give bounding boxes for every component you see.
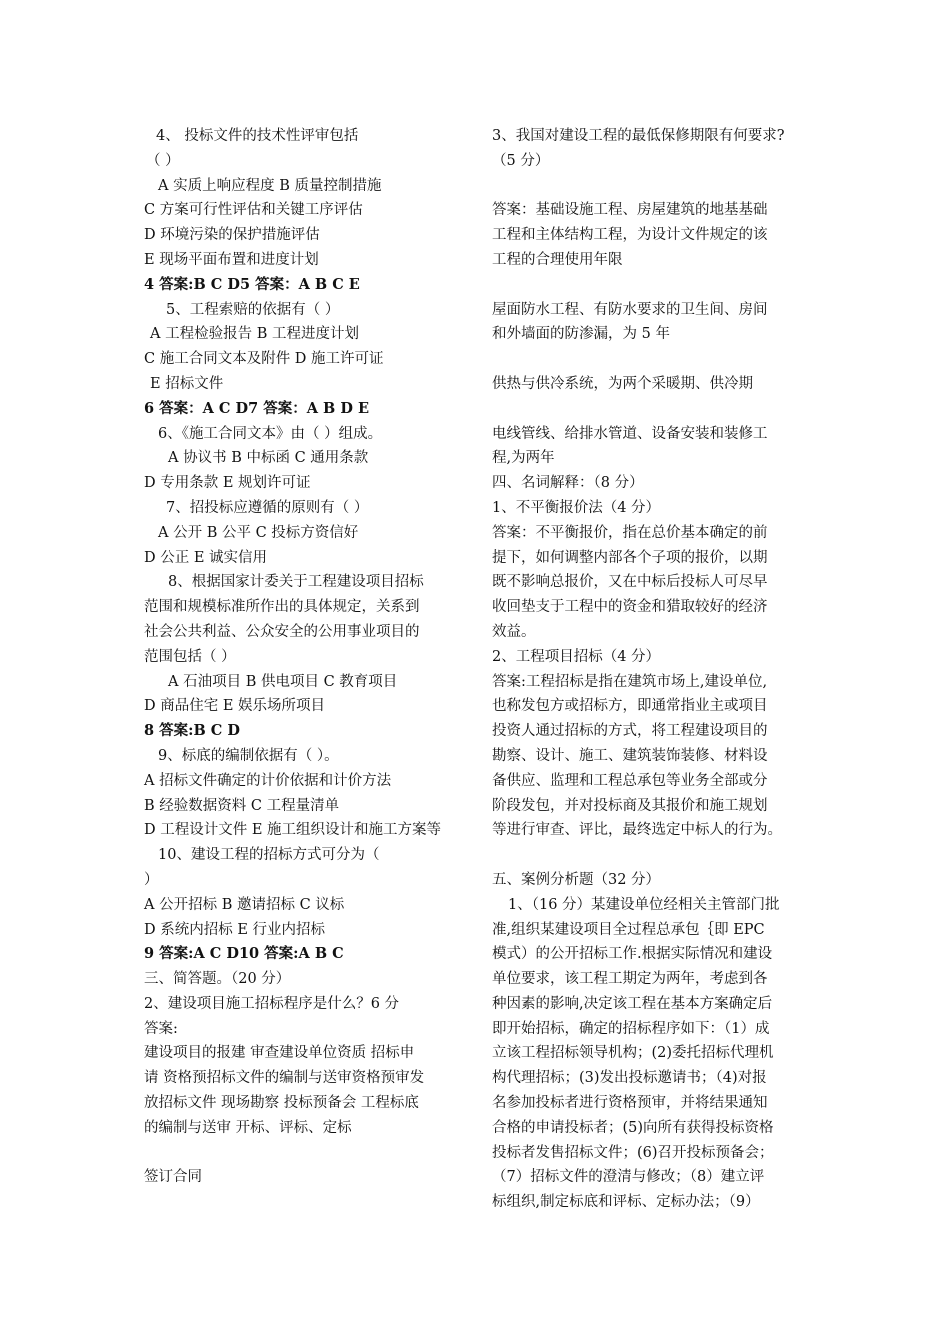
text-line: 和外墙面的防渗漏，为 5 年 [492, 326, 670, 343]
text-line: D 专用条款 E 规划许可证 [144, 475, 311, 492]
text-line: 构代理招标；(3)发出投标邀请书；（4)对报 [492, 1070, 767, 1087]
text-line: 建设项目的报建 审查建设单位资质 招标申 [144, 1045, 415, 1062]
text-line: 范围包括（ ） [144, 648, 236, 665]
text-line: 9、标底的编制依据有（ ）。 [158, 747, 339, 764]
text-line: 社会公共利益、公众安全的公用事业项目的 [144, 623, 420, 640]
text-line: 2、建设项目施工招标程序是什么？6 分 [144, 995, 400, 1012]
text-line: 准,组织某建设项目全过程总承包｛即 EPC [492, 921, 765, 938]
text-line: E 招标文件 [150, 375, 224, 392]
text-line: A 协议书 B 中标函 C 通用条款 [168, 450, 369, 467]
text-line: 既不影响总报价，又在中标后投标人可尽早 [492, 574, 768, 591]
text-line: 请 资格预招标文件的编制与送审资格预审发 [144, 1070, 425, 1087]
text-line: 投标者发售招标文件；(6)召开投标预备会； [492, 1144, 774, 1161]
text-line: 3、我国对建设工程的最低保修期限有何要求? [492, 128, 785, 144]
text-line: 答案: [144, 1020, 178, 1037]
text-line: A 实质上响应程度 B 质量控制措施 [158, 177, 382, 194]
text-line: 模式）的公开招标工作.根据实际情况和建设 [492, 946, 773, 963]
text-line: 答案：基础设施工程、房屋建筑的地基基础 [492, 202, 768, 219]
text-line: 7、招投标应遵循的原则有（ ） [166, 499, 369, 516]
text-line: 名参加投标者进行资格预审，并将结果通知 [492, 1095, 768, 1112]
text-line: 投资人通过招标的方式，将工程建设项目的 [492, 723, 768, 740]
text-line: A 石油项目 B 供电项目 C 教育项目 [168, 673, 398, 690]
text-line: A 招标文件确定的计价依据和计价方法 [144, 772, 392, 789]
text-line: 屋面防水工程、有防水要求的卫生间、房间 [492, 301, 768, 318]
text-line: C 施工合同文本及附件 D 施工许可证 [144, 351, 384, 368]
text-line: 电线管线、给排水管道、设备安装和装修工 [492, 425, 768, 442]
text-line: 合格的申请投标者；(5)向所有获得投标资格 [492, 1119, 774, 1136]
text-line: 4、 投标文件的技术性评审包括 [156, 128, 359, 144]
text-line: 程,为两年 [492, 450, 555, 467]
text-line: 8 答案:B C D [144, 722, 240, 740]
text-line: 答案:工程招标是指在建筑市场上,建设单位, [492, 673, 768, 690]
text-line: 10、建设工程的招标方式可分为（ [158, 847, 380, 864]
text-line: E 现场平面布置和进度计划 [144, 251, 319, 268]
text-line: D 商品住宅 E 娱乐场所项目 [144, 698, 326, 715]
text-line: 提下，如何调整内部各个子项的报价，以期 [492, 549, 768, 566]
text-line: （7）招标文件的澄清与修改；（8）建立评 [492, 1169, 765, 1186]
text-line: 签订合同 [144, 1169, 202, 1186]
text-line: 等进行审查、评比，最终选定中标人的行为。 [492, 822, 782, 839]
text-line: （ ） [146, 152, 180, 169]
text-line [492, 397, 814, 422]
text-line: 范围和规模标准所作出的具体规定，关系到 [144, 599, 420, 616]
text-line: 6、《施工合同文本》由（ ）组成。 [158, 425, 383, 442]
text-line: 四、名词解释：（8 分） [492, 475, 644, 492]
text-line: 2、工程项目招标（4 分） [492, 648, 661, 665]
text-line: 8、根据国家计委关于工程建设项目招标 [168, 574, 424, 591]
text-line: 答案：不平衡报价，指在总价基本确定的前 [492, 524, 768, 541]
text-line: 1、不平衡报价法（4 分） [492, 499, 661, 516]
text-line: A 工程检验报告 B 工程进度计划 [150, 326, 359, 343]
text-line [492, 174, 814, 199]
text-line: 收回垫支于工程中的资金和猎取较好的经济 [492, 599, 768, 616]
right-column [492, 124, 814, 1215]
text-line [144, 1141, 462, 1166]
text-line: 效益。 [492, 623, 536, 640]
text-line: 备供应、监理和工程总承包等业务全部或分 [492, 772, 768, 789]
text-line: 标组织,制定标底和评标、定标办法；（9） [492, 1194, 760, 1211]
text-line: 立该工程招标领导机构；(2)委托招标代理机 [492, 1045, 774, 1062]
text-line: 工程的合理使用年限 [492, 251, 623, 268]
text-line: D 工程设计文件 E 施工组织设计和施工方案等 [144, 822, 442, 839]
text-line: 工程和主体结构工程，为设计文件规定的该 [492, 227, 768, 244]
text-line: 4 答案:B C D5 答案：A B C E [144, 275, 360, 293]
text-line [492, 273, 814, 298]
text-line: 即开始招标，确定的招标程序如下：（1）成 [492, 1020, 770, 1037]
text-line: D 环境污染的保护措施评估 [144, 227, 320, 244]
text-line [492, 843, 814, 868]
text-line: C 方案可行性评估和关键工序评估 [144, 202, 363, 219]
text-line: 勘察、设计、施工、建筑装饰装修、材料设 [492, 747, 768, 764]
text-line: 也称发包方或招标方，即通常指业主或项目 [492, 698, 768, 715]
text-line: 5、工程索赔的依据有（ ） [166, 301, 340, 318]
text-line: （5 分） [492, 152, 550, 169]
text-line: A 公开招标 B 邀请招标 C 议标 [144, 896, 345, 913]
text-line: 五、案例分析题（32 分） [492, 871, 661, 888]
text-line: 6 答案：A C D7 答案：A B D E [144, 399, 370, 417]
text-line: 放招标文件 现场勘察 投标预备会 工程标底 [144, 1095, 419, 1112]
text-line: B 经验数据资料 C 工程量清单 [144, 797, 340, 814]
text-line: 三、简答题。（20 分） [144, 971, 291, 988]
text-line: 单位要求，该工程工期定为两年，考虑到各 [492, 971, 768, 988]
text-line: 9 答案:A C D10 答案:A B C [144, 945, 344, 963]
text-line: A 公开 B 公平 C 投标方资信好 [158, 524, 359, 541]
left-column [144, 124, 462, 1190]
text-line: 供热与供冷系统，为两个采暖期、供冷期 [492, 375, 753, 392]
text-line: D 公正 E 诚实信用 [144, 549, 268, 566]
text-line: 的编制与送审 开标、评标、定标 [144, 1119, 352, 1136]
text-line: 阶段发包，并对投标商及其报价和施工规划 [492, 797, 768, 814]
text-line: 1、（16 分）某建设单位经相关主管部门批 [508, 896, 780, 913]
text-line: 种因素的影响,决定该工程在基本方案确定后 [492, 995, 773, 1012]
text-line: D 系统内招标 E 行业内招标 [144, 921, 326, 938]
text-line: ） [144, 871, 159, 888]
text-line [492, 347, 814, 372]
